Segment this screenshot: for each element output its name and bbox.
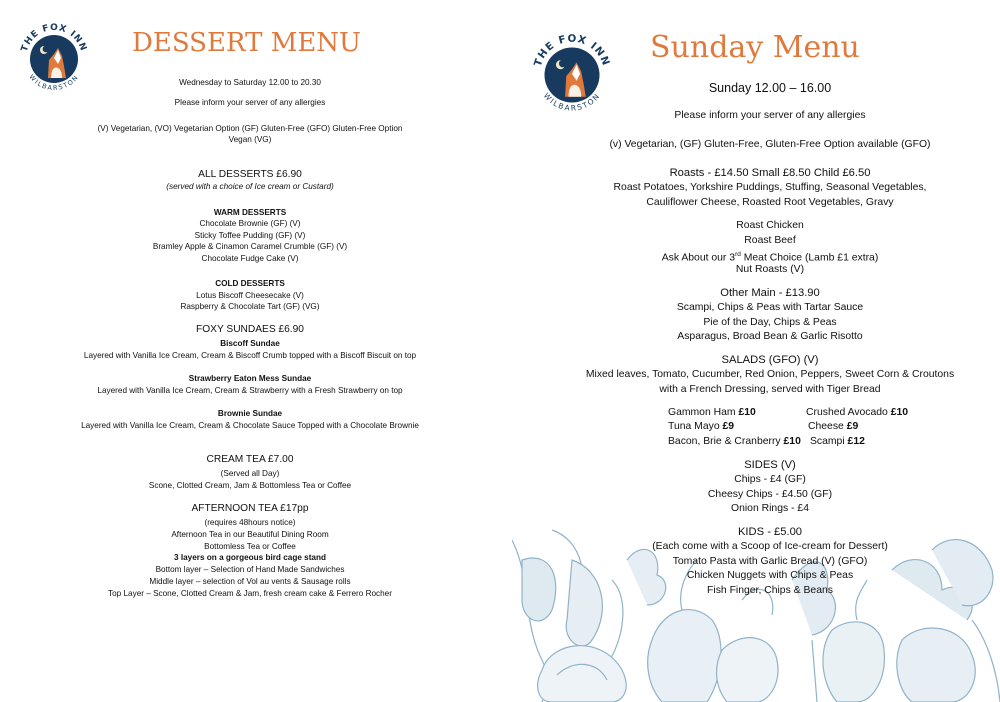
sunday-title: Sunday Menu [650, 30, 860, 65]
sundae-description: Layered with Vanilla Ice Cream, Cream & Strawberry with a Fresh Strawberry on top [97, 386, 403, 395]
roast-item: Nut Roasts (V) [735, 263, 805, 275]
afternoon-tea-layer: Bottom layer – Selection of Hand Made Sandwiches [155, 565, 345, 574]
dessert-allergy-note: Please inform your server of any allergies [174, 98, 326, 107]
kids-item: Fish Finger, Chips & Beans [707, 584, 833, 596]
kids-item: Chicken Nuggets with Chips & Peas [686, 570, 854, 581]
sundae-description: Layered with Vanilla Ice Cream, Cream & Biscoff Crumb topped with a Biscoff Biscuit on top [83, 351, 417, 360]
all-desserts-heading: ALL DESSERTS £6.90 [198, 169, 302, 180]
sides-heading: SIDES (V) [744, 459, 796, 471]
cold-desserts-heading: COLD DESSERTS [215, 279, 285, 288]
afternoon-tea-heading: AFTERNOON TEA £17pp [191, 503, 309, 514]
roast-item-text: Ask About our 3 [661, 252, 736, 264]
afternoon-tea-line: (requires 48hours notice) [204, 518, 296, 527]
side-item: Onion Rings - £4 [731, 503, 809, 514]
roast-item-superscript: rd [735, 251, 741, 258]
sundae-name: Strawberry Eaton Mess Sundae [188, 374, 312, 383]
other-main-item: Asparagus, Broad Bean & Garlic Risotto [677, 331, 863, 342]
kids-item: (Each come with a Scoop of Ice-cream for Dessert) [652, 541, 888, 552]
salad-option: Scampi £12 [810, 435, 865, 447]
salad-option: Tuna Mayo £9 [668, 421, 735, 433]
warm-dessert-item: Sticky Toffee Pudding (GF) (V) [194, 230, 306, 240]
sundae-description: Layered with Vanilla Ice Cream, Cream & Chocolate Sauce Topped with a Chocolate Brownie [81, 421, 419, 430]
roasts-heading: Roasts - £14.50 Small £8.50 Child £6.50 [669, 167, 871, 179]
warm-dessert-item: Bramley Apple & Cinamon Caramel Crumble (GF) (V) [152, 242, 348, 251]
warm-dessert-item: Chocolate Fudge Cake (V) [201, 253, 299, 263]
salads-description: with a French Dressing, served with Tiger Bread [659, 383, 881, 395]
salad-options-left [668, 406, 801, 449]
other-main-item: Scampi, Chips & Peas with Tartar Sauce [676, 302, 864, 313]
other-main-heading: Other Main - £13.90 [720, 287, 820, 299]
afternoon-tea-layer: Top Layer – Scone, Clotted Cream & Jam, fresh cream cake & Ferrero Rocher [108, 589, 392, 598]
sunday-hours: Sunday 12.00 – 16.00 [708, 81, 832, 95]
side-item: Cheesy Chips - £4.50 (GF) [707, 488, 833, 500]
afternoon-tea-layer: Middle layer – selection of Vol au vents & Sausage rolls [149, 577, 351, 586]
other-main-item: Pie of the Day, Chips & Peas [703, 316, 837, 328]
salad-option: Bacon, Brie & Cranberry £10 [668, 435, 801, 447]
dessert-title: DESSERT MENU [132, 28, 361, 58]
cold-dessert-item: Raspberry & Chocolate Tart (GF) (VG) [180, 302, 320, 311]
cream-tea-line: Scone, Clotted Cream, Jam & Bottomless Tea or Coffee [148, 481, 352, 490]
dessert-key-line2: Vegan (VG) [228, 135, 272, 144]
svg-text:WILBARSTON: WILBARSTON [541, 90, 603, 113]
warm-desserts-heading: WARM DESSERTS [213, 208, 287, 217]
dessert-hours: Wednesday to Saturday 12.00 to 20.30 [179, 78, 321, 87]
roasts-sides: Roast Potatoes, Yorkshire Puddings, Stuffing, Seasonal Vegetables, [613, 182, 927, 193]
roast-item: Roast Chicken [736, 220, 804, 231]
warm-dessert-item: Chocolate Brownie (GF) (V) [199, 219, 301, 228]
kids-heading: KIDS - £5.00 [737, 526, 803, 538]
side-item: Chips - £4 (GF) [734, 474, 806, 485]
sunday-allergy-note: Please inform your server of any allergies [674, 110, 866, 121]
cream-tea-line: (Served all Day) [220, 469, 280, 478]
dessert-key-line1: (V) Vegetarian, (VO) Vegetarian Option (GF) Gluten-Free (GFO) Gluten-Free Option [97, 124, 403, 133]
all-desserts-note: (served with a choice of Ice cream or Custard) [166, 182, 334, 191]
svg-text:WILBARSTON: WILBARSTON [27, 72, 81, 93]
cold-dessert-item: Lotus Biscoff Cheesecake (V) [196, 290, 304, 300]
salad-option: Gammon Ham £10 [668, 407, 756, 418]
salad-option: Crushed Avocado £10 [806, 407, 909, 418]
svg-text:THE FOX INN: THE FOX INN [531, 32, 613, 68]
sundae-name: Brownie Sundae [217, 409, 283, 418]
salads-description: Mixed leaves, Tomato, Cucumber, Red Onion, Peppers, Sweet Corn & Croutons [585, 369, 955, 380]
cream-tea-heading: CREAM TEA £7.00 [206, 454, 294, 465]
afternoon-tea-line: Bottomless Tea or Coffee [204, 542, 296, 551]
svg-text:THE FOX INN: THE FOX INN [19, 22, 89, 54]
afternoon-tea-line: Afternoon Tea in our Beautiful Dining Room [171, 530, 329, 539]
salad-options-right [806, 406, 908, 449]
afternoon-tea-bold: 3 layers on a gorgeous bird cage stand [174, 553, 326, 562]
roast-item: Roast Beef [744, 234, 796, 246]
sundae-name: Biscoff Sundae [220, 339, 280, 348]
fox-inn-logo [530, 28, 614, 122]
roast-item-text: Meat Choice (Lamb £1 extra) [740, 252, 879, 264]
salads-heading: SALADS (GFO) (V) [721, 354, 819, 366]
sunday-menu-page [500, 0, 1000, 702]
kids-item: Tomato Pasta with Garlic Bread (V) (GFO) [672, 555, 868, 567]
sunday-key: (v) Vegetarian, (GF) Gluten-Free, Gluten-Free Option available (GFO) [609, 139, 931, 150]
salad-option: Cheese £9 [808, 421, 859, 433]
foxy-sundaes-heading: FOXY SUNDAES £6.90 [196, 324, 304, 335]
roasts-sides: Cauliflower Cheese, Roasted Root Vegetables, Gravy [646, 196, 894, 208]
